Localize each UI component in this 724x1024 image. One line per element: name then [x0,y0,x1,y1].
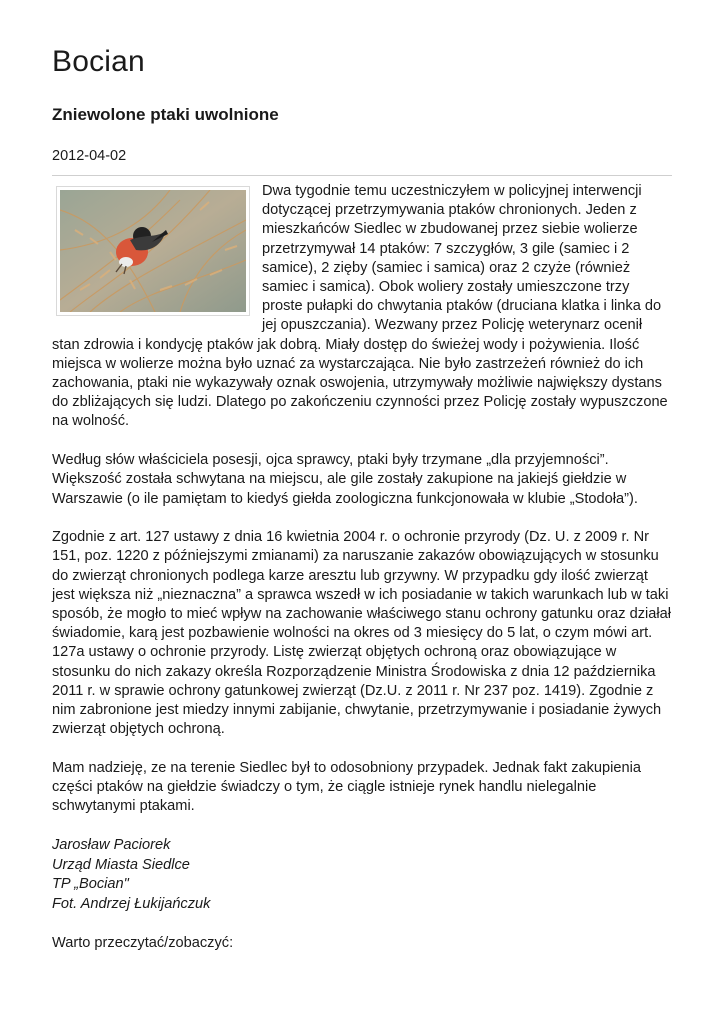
related-label: Warto przeczytać/zobaczyć: [52,934,234,951]
signature-organization: Urząd Miasta Siedlce [52,856,190,873]
signature-group: TP „Bocian" [52,876,129,893]
divider [52,175,672,176]
article-body [52,182,672,972]
paragraph: Dwa tygodnie temu uczestniczyłem w policyjnej interwencji dotyczącej przetrzymywania ptaków chronionych. Jeden z mieszkańców Siedlec w zbudowanej przez siebie wolierze przetrzymywał 14 ptaków: 7 szczygłów, 3 gile (samiec i 2 samice), 2 zięby (samiec i samica) oraz 2 czyże (również samiec i samica). Obok woliery zostały umieszczone trzy proste pułapki do chwytania ptaków (druciana klatka i linka do jej opuszczania). Wezwany przez Policję weterynarz ocenił stan zdrowia i kondycję ptaków jak dobrą. Miały dostęp do świeżej wody i pożywienia. Ilość miejsca w wolierze można było uznać za wystarczająca. Nie było zastrzeżeń również do ich zachowania, ptaki nie wykazywały oznak oswojenia, utrzymywały możliwie największy dystans do zbliżających się ludzi. Dlatego po zakończeniu czynności przez Policję zostały wypuszczone na wolność. [52,183,668,430]
signature-author: Jarosław Paciorek [52,837,171,854]
paragraph: Zgodnie z art. 127 ustawy z dnia 16 kwietnia 2004 r. o ochronie przyrody (Dz. U. z 2009 r. Nr 151, poz. 1220 z późniejszymi zmianami) za naruszanie zakazów obowiązujących w stosunku do zwierząt chronionych podlega karze aresztu lub grzywny. W przypadku gdy ilość zwierząt jest większa niż „nieznaczna” a sprawca wszedł w ich posiadanie w takich warunkach lub w taki sposób, że mogło to mieć wpływ na zachowanie właściwego stanu ochrony gatunku oraz działał świadomie, karą jest pozbawienie wolności na okres od 3 miesięcy do 5 lat, o czym mówi art. 127a ustawy o ochronie przyrody. Listę zwierząt objętych ochroną oraz obowiązujące w stosunku do nich zakazy określa Rozporządzenie Ministra Środowiska z dnia 12 października 2011 r. w sprawie ochrony gatunkowej zwierząt (Dz.U. z 2011 r. Nr 237 poz. 1419). Zgodnie z nim zabronione jest miedzy innymi zabijanie, chwytanie, przetrzymywanie i posiadanie żywych zwierząt objętych ochroną. [52,529,671,738]
bullfinch-image [60,190,246,312]
paragraph: Według słów właściciela posesji, ojca sprawcy, ptaki były trzymane „dla przyjemności”. Większość została schwytana na miejscu, ale gile zostały zakupione na jakiejś giełdzie w Warszawie (o ile pamiętam to kiedyś giełda zoologiczna funkcjonowała w klubie „Stodoła”). [52,452,638,507]
signature-photo-credit: Fot. Andrzej Łukijańczuk [52,895,211,912]
paragraph: Mam nadzieję, ze na terenie Siedlec był to odosobniony przypadek. Jednak fakt zakupienia części ptaków na giełdzie świadczy o tym, że ciągle istnieje rynek handlu nielegalnie schwytanymi ptakami. [52,759,641,815]
site-title: Bocian [52,45,145,78]
article-date: 2012-04-02 [52,148,127,164]
bullfinch-photo [56,186,250,316]
article-title: Zniewolone ptaki uwolnione [52,105,279,124]
signature [52,836,672,914]
